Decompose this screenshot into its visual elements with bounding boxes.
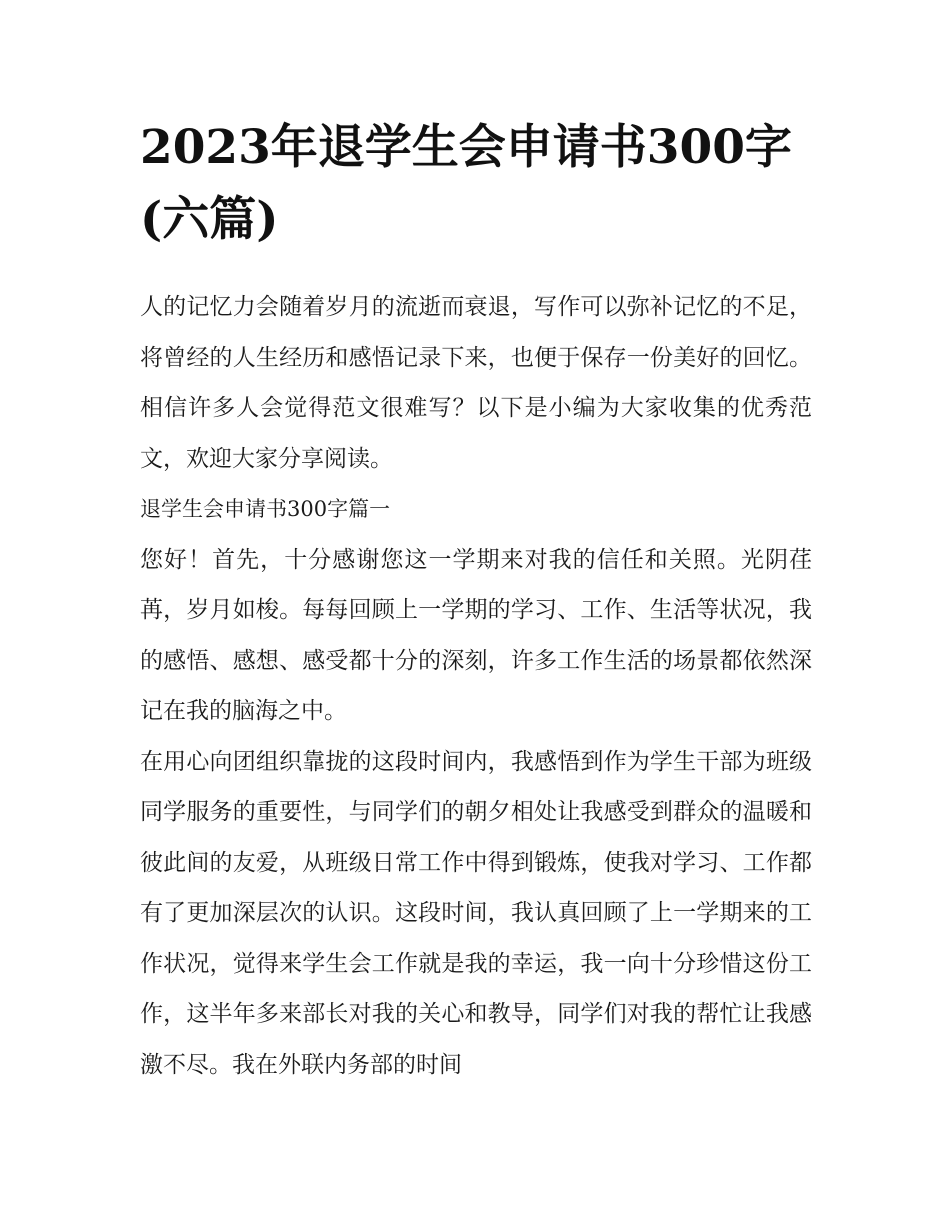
body-paragraph-2: 在用心向团组织靠拢的这段时间内，我感悟到作为学生干部为班级同学服务的重要性，与同学们的朝夕相处让我感受到群众的温暖和彼此间的友爱，从班级日常工作中得到锻炼，使我对学习、工作都有了更加深层次的认识。这段时间，我认真回顾了上一学期来的工作状况，觉得来学生会工作就是我的幸运，我一向十分珍惜这份工作，这半年多来部长对我的关心和教导，同学们对我的帮忙让我感激不尽。我在外联内务部的时间 [140,748,812,1078]
body-paragraph-1: 您好！首先，十分感谢您这一学期来对我的信任和关照。光阴荏苒，岁月如梭。每每回顾上一学期的学习、工作、生活等状况，我的感悟、感想、感受都十分的深刻，许多工作生活的场景都依然深记在我的脑海之中。 [140,546,812,724]
document-content [140,112,812,1090]
intro-paragraph: 人的记忆力会随着岁月的流逝而衰退，写作可以弥补记忆的不足，将曾经的人生经历和感悟记录下来，也便于保存一份美好的回忆。相信许多人会觉得范文很难写？以下是小编为大家收集的优秀范文，欢迎大家分享阅读。 [140,294,812,472]
section-heading: 退学生会申请书300字篇一 [140,497,391,521]
document-title: 2023年退学生会申请书300字(六篇) [140,120,792,247]
